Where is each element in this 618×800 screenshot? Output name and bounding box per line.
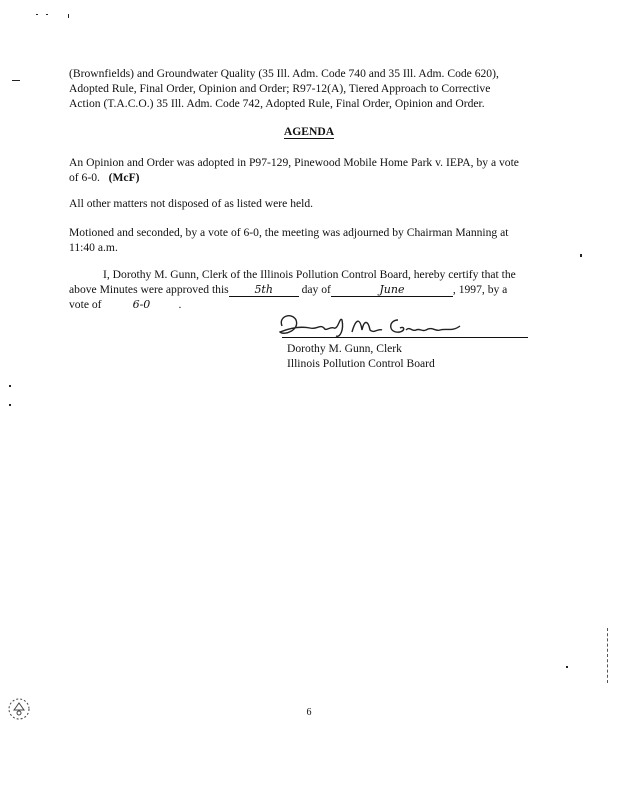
- scan-speck: [12, 80, 20, 81]
- opinion-paragraph: [69, 155, 539, 185]
- signer-organization: Illinois Pollution Control Board: [287, 357, 435, 370]
- other-matters-text: All other matters not disposed of as listed were held.: [69, 197, 314, 210]
- certify-post: , 1997, by a: [452, 283, 508, 296]
- scan-speck: [9, 404, 11, 406]
- scan-speck: [36, 14, 38, 15]
- adjournment-line: Motioned and seconded, by a vote of 6-0, the meeting was adjourned by Chairman Manning at: [69, 226, 509, 239]
- agenda-heading: [0, 124, 618, 139]
- signer-name: Dorothy M. Gunn, Clerk: [287, 342, 402, 355]
- intro-line: Adopted Rule, Final Order, Opinion and Order; R97-12(A), Tiered Approach to Corrective: [69, 82, 491, 95]
- scan-speck: [566, 666, 568, 668]
- vote-fill-in: 6-0: [132, 298, 151, 311]
- intro-line: Action (T.A.C.O.) 35 Ill. Adm. Code 742, Adopted Rule, Final Order, Opinion and Order.: [69, 97, 485, 110]
- certify-line: I, Dorothy M. Gunn, Clerk of the Illinois Pollution Control Board, hereby certify that the: [103, 268, 516, 281]
- opinion-line: [69, 170, 539, 185]
- scan-speck: [580, 254, 582, 257]
- opinion-line: An Opinion and Order was adopted in P97-129, Pinewood Mobile Home Park v. IEPA, by a vote: [69, 156, 519, 169]
- month-fill-in: June: [331, 284, 453, 297]
- vote-end: .: [178, 298, 182, 311]
- scan-speck: [46, 14, 48, 15]
- scan-edge-marks: [607, 628, 609, 683]
- scan-speck: [9, 385, 11, 387]
- page-number: 6: [306, 707, 312, 718]
- vote-label: vote of: [69, 298, 102, 311]
- scan-speck: [68, 14, 69, 18]
- certify-mid: day of: [301, 283, 331, 296]
- intro-paragraph: [69, 66, 539, 111]
- certify-pre-day: above Minutes were approved this: [69, 283, 229, 296]
- other-matters-paragraph: [69, 196, 539, 211]
- adjournment-paragraph: [69, 225, 539, 255]
- opinion-tag: (McF): [108, 171, 140, 184]
- day-fill-in: 5th: [229, 284, 299, 297]
- certify-line: [69, 282, 539, 297]
- intro-line: (Brownfields) and Groundwater Quality (35 Ill. Adm. Code 740 and 35 Ill. Adm. Code 620),: [69, 67, 499, 80]
- opinion-line-text: of 6-0.: [69, 171, 100, 184]
- adjournment-line: 11:40 a.m.: [69, 241, 118, 254]
- agenda-heading-text: AGENDA: [283, 125, 335, 138]
- signature-line: [282, 337, 528, 338]
- signature-block: [287, 341, 435, 371]
